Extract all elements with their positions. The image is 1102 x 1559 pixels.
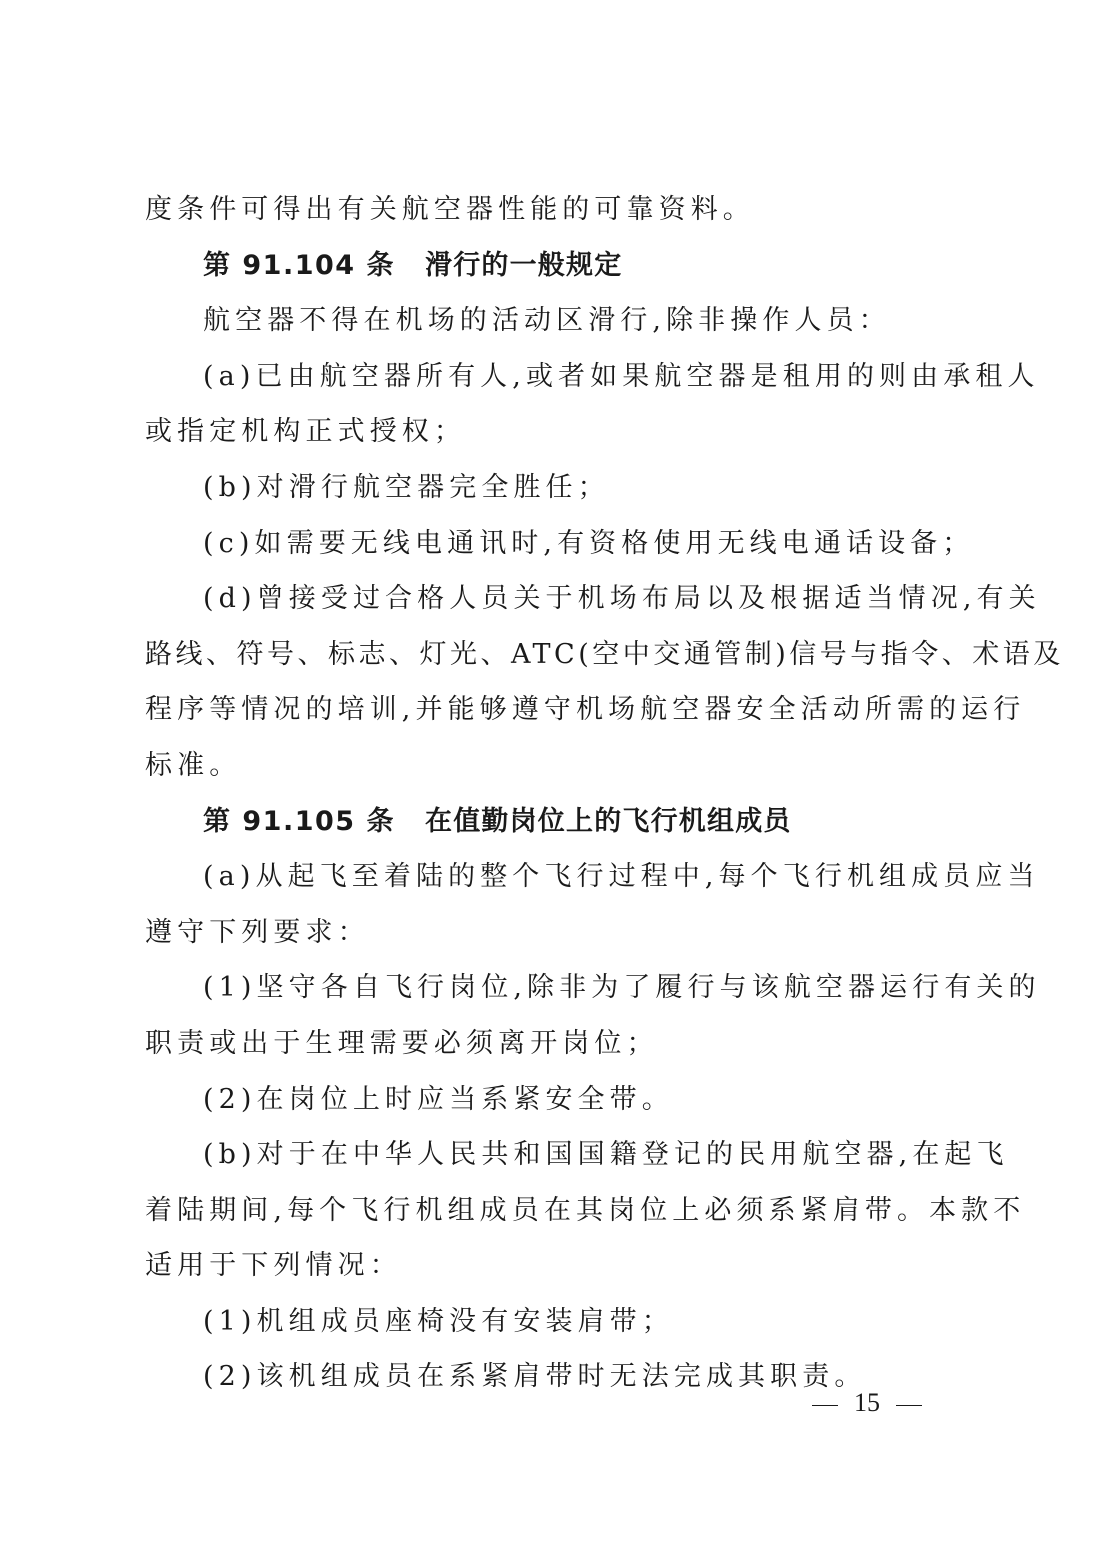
text-line: 或指定机构正式授权；	[145, 416, 466, 448]
page-number-dash-right	[896, 1405, 922, 1406]
text-line: 遵守下列要求：	[145, 916, 370, 948]
page-number	[812, 1388, 922, 1418]
text-line: (1)坚守各自飞行岗位,除非为了履行与该航空器运行有关的	[203, 972, 1041, 1004]
article-number: 第 91.104 条	[203, 249, 395, 281]
text-line: (b)对滑行航空器完全胜任；	[203, 471, 610, 503]
article-heading	[145, 794, 963, 850]
text-line: (d)曾接受过合格人员关于机场布局以及根据适当情况,有关	[203, 583, 1041, 615]
article-heading	[145, 238, 963, 294]
text-line: (c)如需要无线电通讯时,有资格使用无线电通话设备；	[203, 527, 975, 559]
text-line: 程序等情况的培训,并能够遵守机场航空器安全活动所需的运行	[145, 694, 1026, 726]
text-line: 适用于下列情况：	[145, 1250, 402, 1282]
text-line: (a)从起飞至着陆的整个飞行过程中,每个飞行机组成员应当	[203, 861, 1040, 893]
text-line: 路线、符号、标志、灯光、ATC(空中交通管制)信号与指令、术语及	[145, 638, 1064, 670]
text-line: 职责或出于生理需要必须离开岗位；	[145, 1027, 659, 1059]
text-line: (2)在岗位上时应当系紧安全带。	[203, 1083, 674, 1115]
page-number-dash-left	[812, 1405, 838, 1406]
text-line: 标准。	[145, 749, 242, 781]
text-line: (b)对于在中华人民共和国国籍登记的民用航空器,在起飞	[203, 1139, 1009, 1171]
page-number-value: 15	[854, 1388, 880, 1417]
text-line: (1)机组成员座椅没有安装肩带；	[203, 1305, 674, 1337]
text-line: 着陆期间,每个飞行机组成员在其岗位上必须系紧肩带。本款不	[145, 1194, 1026, 1226]
article-title: 在值勤岗位上的飞行机组成员	[425, 805, 792, 837]
document-body	[145, 182, 1064, 1405]
text-line: 航空器不得在机场的活动区滑行,除非操作人员：	[203, 305, 891, 337]
article-title: 滑行的一般规定	[425, 249, 623, 281]
text-line: (a)已由航空器所有人,或者如果航空器是租用的则由承租人	[203, 360, 1040, 392]
article-number: 第 91.105 条	[203, 805, 395, 837]
text-line: (2)该机组成员在系紧肩带时无法完成其职责。	[203, 1361, 867, 1393]
text-line: 度条件可得出有关航空器性能的可靠资料。	[145, 194, 755, 225]
